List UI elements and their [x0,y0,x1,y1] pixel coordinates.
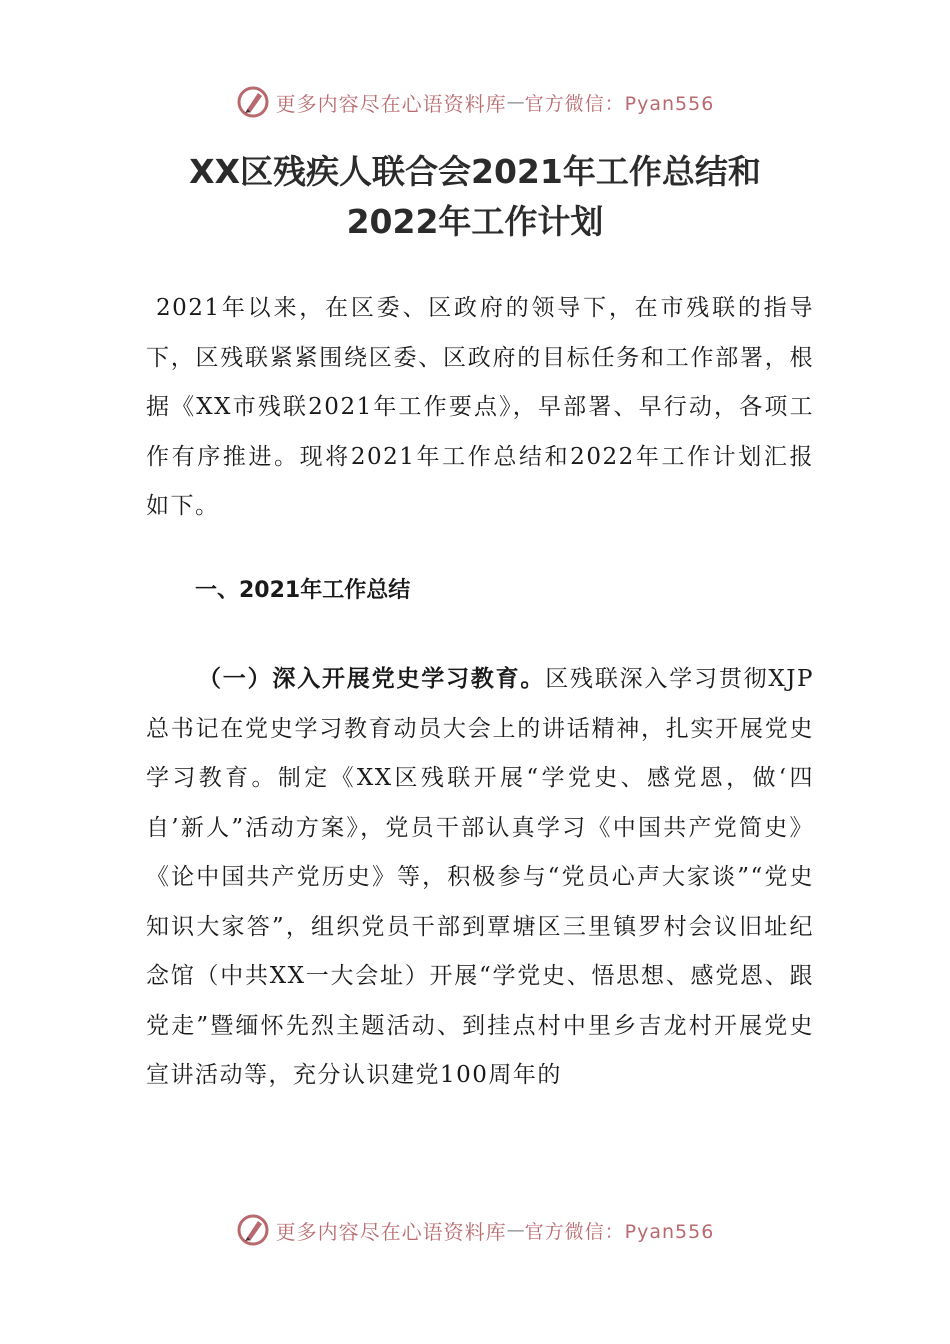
banner-text: 更多内容尽在心语资料库 [275,91,507,116]
banner-text: 更多内容尽在心语资料库 [275,1219,507,1244]
pen-nib-circle-icon [236,1213,270,1247]
banner-contact: 官方微信：Pyan556 [524,1220,715,1243]
banner-contact: 官方微信：Pyan556 [524,92,715,115]
document-title-line-1: XX区残疾人联合会2021年工作总结和 [189,152,761,191]
intro-paragraph: 2021年以来，在区委、区政府的领导下，在市残联的指导下，区残联紧紧围绕区委、区政府的目标任务和工作部署，根据《XX市残联2021年工作要点》，早部署、早行动，各项工作有序推进。现将2021年工作总结和2022年工作计划汇报如下。 [146,295,814,519]
banner-separator: — [506,1219,525,1241]
footer-banner [0,1210,950,1250]
header-banner [0,82,950,122]
section-heading: 一、2021年工作总结 [195,578,411,603]
paragraph-lead: （一）深入开展党史学习教育。 [198,665,546,692]
banner-separator: — [506,91,525,113]
section-paragraph [146,654,814,1101]
document-title-line-2: 2022年工作计划 [346,202,604,241]
paragraph-body: 区残联深入学习贯彻XJP总书记在党史学习教育动员大会上的讲话精神，扎实开展党史学习教育。制定《XX区残联开展“学党史、感党恩，做‘四自’新人”活动方案》，党员干部认真学习《中国共产党简史》《论中国共产党历史》等，积极参与“党员心声大家谈”“党史知识大家答”，组织党员干部到覃塘区三里镇罗村会议旧址纪念馆（中共XX一大会址）开展“学党史、悟思想、感党恩、跟党走”暨缅怀先烈主题活动、到挂点村中里乡吉龙村开展党史宣讲活动等，充分认识建党100周年的 [146,666,814,1088]
pen-nib-circle-icon [236,85,270,119]
